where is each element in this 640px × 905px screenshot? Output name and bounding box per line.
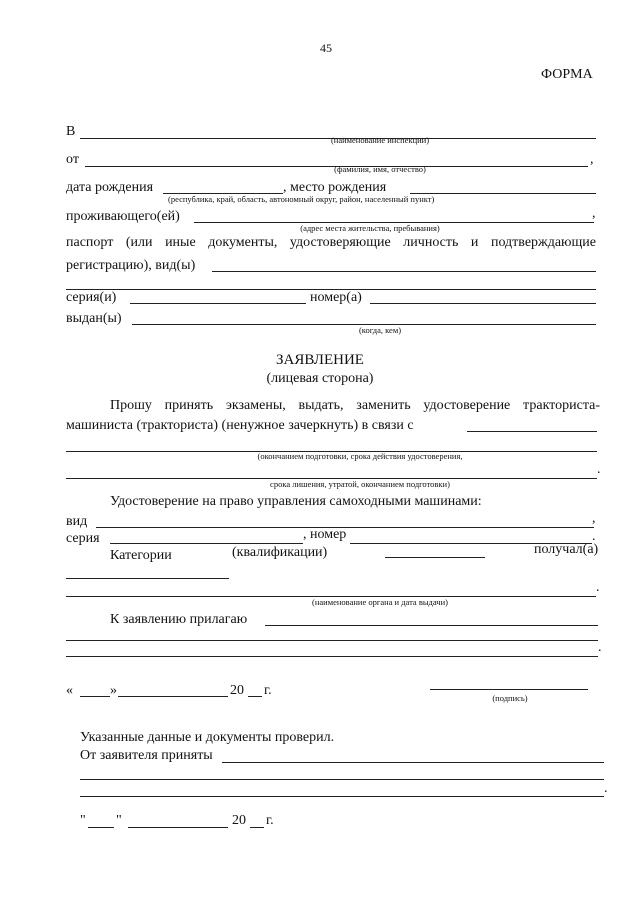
passport-line-1: паспорт (или иные документы, удостоверяющие личность и подтверждающие	[66, 235, 596, 250]
reason-period: .	[597, 462, 601, 477]
number-field[interactable]	[370, 303, 596, 304]
footer-date-year-suffix: г.	[266, 813, 274, 828]
reason-caption-1: (окончанием подготовки, срока действия удостоверения,	[257, 451, 463, 461]
footer-date-close-quote: "	[116, 813, 122, 828]
passport-line-2: регистрацию), вид(ы)	[66, 258, 196, 273]
date-year-field[interactable]	[248, 696, 262, 697]
reason-caption-2: срока лишения, утратой, окончанием подготовки)	[270, 479, 450, 489]
from-prefix: от	[66, 152, 79, 167]
date-open-quote: «	[66, 683, 73, 698]
residence-caption: (адрес места жительства, пребывания)	[300, 223, 440, 233]
birth-place-label: , место рождения	[283, 180, 387, 195]
date-month-field[interactable]	[118, 696, 228, 697]
categories-field[interactable]	[385, 557, 485, 558]
page-number: 45	[320, 41, 332, 55]
license-number-period: .	[592, 529, 596, 544]
full-name-comma: ,	[590, 152, 594, 167]
attachments-field-3[interactable]	[66, 656, 598, 657]
date-day-field[interactable]	[80, 696, 110, 697]
form-label: ФОРМА	[541, 67, 593, 82]
license-kind-comma: ,	[592, 511, 596, 526]
reason-field-end[interactable]	[467, 431, 597, 432]
request-line-1: Прошу принять экзамены, выдать, заменить удостоверение тракториста-	[110, 398, 600, 413]
birth-date-label: дата рождения	[66, 180, 154, 195]
birth-place-caption: (республика, край, область, автономный округ, район, населенный пункт)	[168, 194, 435, 204]
accepted-field-3[interactable]	[80, 796, 604, 797]
accepted-label: От заявителя приняты	[80, 748, 213, 763]
full-name-caption: (фамилия, имя, отчество)	[334, 164, 426, 174]
footer-date-open-quote: "	[80, 813, 86, 828]
license-kind-label: вид	[66, 514, 88, 529]
footer-date-day-field[interactable]	[88, 827, 114, 828]
license-number-label: , номер	[303, 527, 347, 542]
date-year-label: 20	[230, 683, 244, 698]
checked-label: Указанные данные и документы проверил.	[80, 730, 335, 745]
signature-field[interactable]	[430, 689, 588, 690]
issued-caption: (когда, кем)	[358, 325, 402, 335]
footer-date-year-field[interactable]	[250, 827, 264, 828]
issuer-period: .	[596, 580, 600, 595]
birth-place-field[interactable]	[410, 193, 596, 194]
to-prefix: В	[66, 124, 76, 139]
series-field[interactable]	[130, 303, 306, 304]
signature-caption: (подпись)	[492, 693, 528, 703]
accepted-period: .	[604, 781, 608, 796]
issuer-caption: (наименование органа и дата выдачи)	[312, 597, 448, 607]
number-label: номер(а)	[310, 290, 362, 305]
footer-date-year-label: 20	[232, 813, 246, 828]
license-series-label: серия	[66, 531, 100, 546]
residing-label: проживающего(ей)	[66, 209, 180, 224]
issued-label: выдан(ы)	[66, 311, 122, 326]
license-series-field[interactable]	[110, 543, 303, 544]
residence-comma: ,	[592, 206, 596, 221]
license-heading: Удостоверение на право управления самоходными машинами:	[110, 494, 482, 509]
footer-date-month-field[interactable]	[128, 827, 228, 828]
received-field[interactable]	[66, 578, 229, 579]
request-line-2: машиниста (тракториста) (ненужное зачеркнуть) в связи с	[66, 418, 414, 433]
document-type-field[interactable]	[212, 271, 596, 272]
accepted-field-2[interactable]	[80, 779, 604, 780]
accepted-field-1[interactable]	[222, 762, 604, 763]
series-label: серия(и)	[66, 290, 117, 305]
attachments-period: .	[598, 640, 602, 655]
received-label: получал(а)	[534, 542, 599, 557]
statement-subtitle: (лицевая сторона)	[266, 371, 374, 386]
attach-label: К заявлению прилагаю	[110, 612, 248, 627]
attachments-field-1[interactable]	[265, 625, 598, 626]
date-close-quote: »	[110, 683, 117, 698]
date-year-suffix: г.	[264, 683, 272, 698]
statement-title: ЗАЯВЛЕНИЕ	[276, 352, 364, 368]
qualifications-label: (квалификации)	[232, 545, 328, 560]
attachments-field-2[interactable]	[66, 640, 598, 641]
inspection-name-caption: (наименование инспекции)	[330, 135, 430, 145]
categories-label: Категории	[110, 548, 172, 563]
